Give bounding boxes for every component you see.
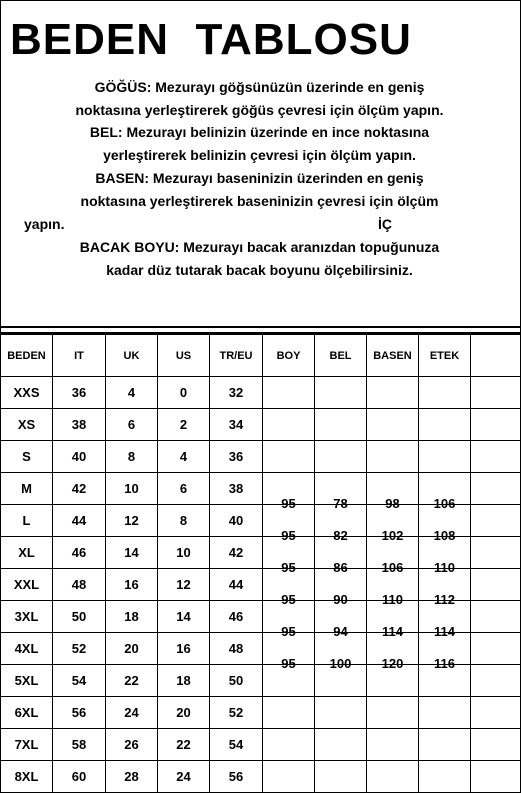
measurement-value: 114 — [382, 624, 403, 639]
table-cell — [471, 601, 521, 633]
table-row — [1, 697, 521, 729]
table-cell: 26 — [106, 729, 158, 761]
table-cell: 14 — [158, 601, 210, 633]
table-cell — [367, 377, 419, 409]
table-cell — [471, 633, 521, 665]
measurement-value: 95 — [281, 496, 296, 511]
table-cell: 6 — [106, 409, 158, 441]
table-cell: 14 — [106, 537, 158, 569]
table-cell: 36 — [210, 441, 263, 473]
table-cell: 20 — [106, 633, 158, 665]
table-cell — [419, 729, 471, 761]
table-cell: 44 — [53, 505, 106, 537]
measurement-value: 116 — [434, 656, 455, 671]
table-cell: 4 — [106, 377, 158, 409]
table-body — [1, 377, 521, 793]
table-cell: 4 — [158, 441, 210, 473]
table-cell — [263, 761, 315, 793]
table-cell — [367, 441, 419, 473]
table-cell — [419, 441, 471, 473]
table-row — [1, 409, 521, 441]
table-cell: 22 — [106, 665, 158, 697]
table-cell: 28 — [106, 761, 158, 793]
table-cell: 56 — [210, 761, 263, 793]
divider-top — [0, 326, 521, 328]
gogus-line-2: noktasına yerleştirerek göğüs çevresi için ölçüm yapın. — [75, 102, 444, 118]
table-cell — [315, 761, 367, 793]
gogus-line-1: GÖĞÜS: Mezurayı göğsünüzün üzerinde en geniş — [94, 79, 425, 95]
table-cell — [419, 409, 471, 441]
basen-line-3: yapın. — [24, 216, 65, 232]
table-cell: S — [1, 441, 53, 473]
bel-line-2: yerleştirerek belinizin çevresi için ölçüm yapın. — [103, 147, 416, 163]
table-cell: 8 — [158, 505, 210, 537]
table-cell: 6XL — [1, 697, 53, 729]
column-header: ETEK — [419, 335, 471, 377]
table-cell — [471, 473, 521, 505]
table-row — [1, 729, 521, 761]
table-cell: 44 — [210, 569, 263, 601]
measurement-value: 110 — [382, 592, 403, 607]
table-cell: 18 — [158, 665, 210, 697]
table-cell: 58 — [53, 729, 106, 761]
table-cell — [263, 473, 315, 511]
table-cell: 36 — [53, 377, 106, 409]
table-cell: 56 — [53, 697, 106, 729]
table-cell: 24 — [106, 697, 158, 729]
table-cell: 38 — [53, 409, 106, 441]
table-cell: 18 — [106, 601, 158, 633]
table-cell — [471, 537, 521, 569]
table-cell — [367, 473, 419, 511]
table-row — [1, 441, 521, 473]
table-cell — [367, 409, 419, 441]
table-cell — [263, 409, 315, 441]
measurement-value: 108 — [433, 528, 456, 543]
measurement-value: 112 — [434, 592, 455, 607]
table-cell: 7XL — [1, 729, 53, 761]
measurement-value: 95 — [281, 624, 296, 639]
basen-line-3-suffix: İÇ — [378, 216, 392, 232]
table-cell: 38 — [210, 473, 263, 505]
measurement-value: 98 — [385, 496, 400, 511]
measurement-value: 110 — [434, 560, 455, 575]
table-cell: 42 — [210, 537, 263, 569]
table-cell — [419, 761, 471, 793]
table-cell: 50 — [210, 665, 263, 697]
table-cell — [263, 729, 315, 761]
table-cell: 48 — [53, 569, 106, 601]
table-cell: 24 — [158, 761, 210, 793]
table-cell — [315, 409, 367, 441]
basen-instruction — [0, 167, 519, 236]
table-cell — [471, 729, 521, 761]
table-cell — [315, 729, 367, 761]
measurement-value: 95 — [281, 528, 296, 543]
table-cell — [419, 697, 471, 729]
table-cell: L — [1, 505, 53, 537]
measurement-value: 100 — [329, 656, 352, 671]
table-cell: 16 — [106, 569, 158, 601]
table-cell — [471, 697, 521, 729]
basen-line-3-wrap — [0, 213, 519, 236]
basen-line-1: BASEN: Mezurayı baseninizin üzerinden en geniş — [95, 170, 424, 186]
table-cell: 2 — [158, 409, 210, 441]
table-cell — [471, 569, 521, 601]
table-cell — [419, 473, 471, 511]
column-header: BEDEN — [1, 335, 53, 377]
measurement-value: 95 — [281, 656, 296, 671]
measurement-value: 120 — [381, 656, 404, 671]
page-title: BEDEN TABLOSU — [10, 15, 412, 64]
table-cell — [471, 505, 521, 537]
measurement-value: 78 — [333, 496, 348, 511]
table-cell: 52 — [53, 633, 106, 665]
table-cell: 46 — [53, 537, 106, 569]
table-cell — [315, 441, 367, 473]
table-cell: 48 — [210, 633, 263, 665]
table-cell: 16 — [158, 633, 210, 665]
column-header: BOY — [263, 335, 315, 377]
table-cell — [367, 697, 419, 729]
column-header: BEL — [315, 335, 367, 377]
table-cell: 50 — [53, 601, 106, 633]
table-cell — [471, 409, 521, 441]
table-cell — [471, 761, 521, 793]
table-cell — [367, 729, 419, 761]
table-cell — [263, 441, 315, 473]
column-header: BASEN — [367, 335, 419, 377]
table-cell — [315, 697, 367, 729]
table-cell — [367, 761, 419, 793]
table-cell — [471, 665, 521, 697]
table-cell: 10 — [106, 473, 158, 505]
table-cell: 10 — [158, 537, 210, 569]
table-cell: 60 — [53, 761, 106, 793]
column-header — [471, 335, 521, 377]
measurement-value: 82 — [333, 528, 348, 543]
table-cell — [263, 697, 315, 729]
table-cell: 8 — [106, 441, 158, 473]
column-header: US — [158, 335, 210, 377]
table-cell: 32 — [210, 377, 263, 409]
column-header: UK — [106, 335, 158, 377]
measurement-value: 86 — [333, 560, 348, 575]
table-cell: 6 — [158, 473, 210, 505]
table-cell: 0 — [158, 377, 210, 409]
table-cell: 4XL — [1, 633, 53, 665]
table-cell — [315, 473, 367, 511]
table-cell: 54 — [53, 665, 106, 697]
table-row — [1, 761, 521, 793]
column-header: TR/EU — [210, 335, 263, 377]
measurement-value: 106 — [381, 560, 404, 575]
measurement-value: 90 — [333, 592, 348, 607]
column-header: IT — [53, 335, 106, 377]
measurement-value: 94 — [333, 624, 348, 639]
table-cell — [471, 377, 521, 409]
table-cell — [471, 441, 521, 473]
measurement-value: 95 — [281, 560, 296, 575]
bacak-line-2: kadar düz tutarak bacak boyunu ölçebilirsiniz. — [106, 262, 413, 278]
table-cell: 3XL — [1, 601, 53, 633]
header-section — [0, 0, 519, 326]
gogus-instruction — [0, 76, 519, 122]
bel-line-1: BEL: Mezurayı belinizin üzerinde en ince noktasına — [89, 124, 430, 140]
measurement-value: 95 — [281, 592, 296, 607]
basen-line-2: noktasına yerleştirerek baseninizin çevresi için ölçüm — [80, 193, 439, 209]
table-cell: 42 — [53, 473, 106, 505]
table-row — [1, 473, 521, 505]
table-cell: 52 — [210, 697, 263, 729]
table-cell — [263, 377, 315, 409]
table-cell: 40 — [210, 505, 263, 537]
table-cell: 34 — [210, 409, 263, 441]
table-cell: XL — [1, 537, 53, 569]
table-cell — [315, 377, 367, 409]
table-cell: 12 — [106, 505, 158, 537]
measurement-value: 102 — [381, 528, 404, 543]
table-cell: 46 — [210, 601, 263, 633]
table-cell: 8XL — [1, 761, 53, 793]
table-header-row — [1, 335, 521, 377]
bel-instruction — [0, 121, 519, 167]
table-row — [1, 377, 521, 409]
table-cell: M — [1, 473, 53, 505]
table-cell — [419, 377, 471, 409]
table-cell: 40 — [53, 441, 106, 473]
bacak-instruction — [0, 236, 519, 282]
table-cell: 20 — [158, 697, 210, 729]
measurement-value: 114 — [434, 624, 455, 639]
table-cell: 22 — [158, 729, 210, 761]
measurement-value: 106 — [433, 496, 456, 511]
table-cell: XXL — [1, 569, 53, 601]
table-cell: XXS — [1, 377, 53, 409]
size-table — [0, 334, 521, 793]
table-cell: 5XL — [1, 665, 53, 697]
table-cell: 12 — [158, 569, 210, 601]
bacak-line-1: BACAK BOYU: Mezurayı bacak aranızdan topuğunuza — [79, 239, 440, 255]
table-cell: XS — [1, 409, 53, 441]
table-cell: 54 — [210, 729, 263, 761]
